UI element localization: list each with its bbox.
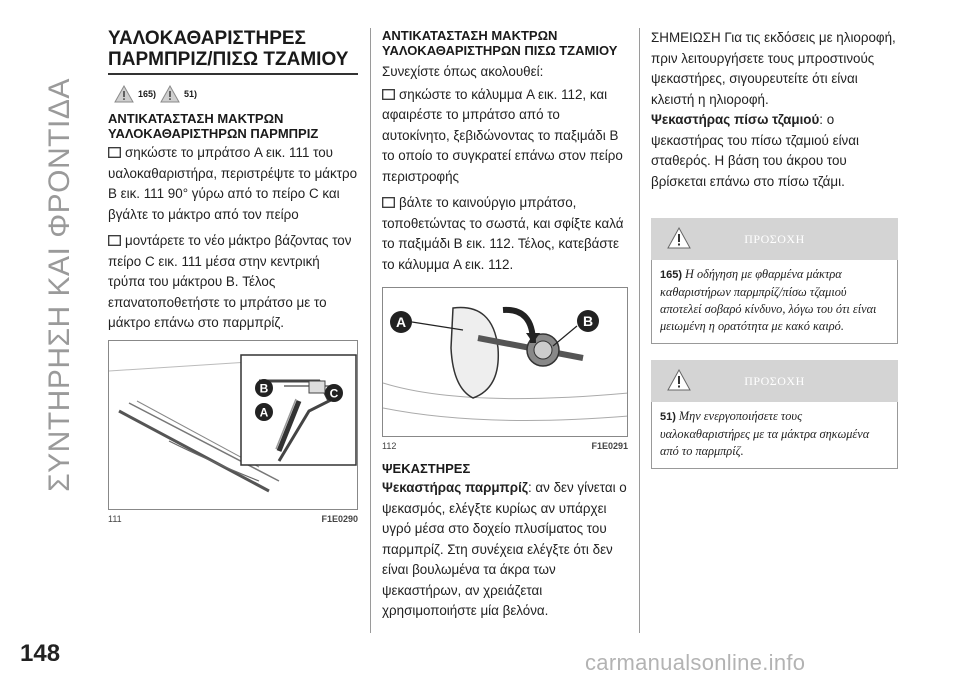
column-1	[108, 28, 358, 524]
title-rule	[108, 73, 358, 75]
figure-number: 112	[382, 441, 397, 451]
figure-code: F1E0290	[321, 513, 358, 524]
warning-references	[114, 81, 358, 107]
section-title: ΨΕΚΑΣΤΗΡΕΣ	[382, 461, 471, 476]
caution-title: ΠΡΟΣΟΧΗ	[744, 231, 805, 246]
figure-code: F1E0291	[591, 441, 628, 451]
subsection-title: ΑΝΤΙΚΑΤΑΣΤΑΣΗ ΜΑΚΤΡΩΝ ΥΑΛΟΚΑΘΑΡΙΣΤΗΡΩΝ ΠΑΡΜΠΡΙΖ	[108, 111, 319, 141]
checkbox-bullet-icon	[108, 235, 121, 246]
figure-111-wiper-blade	[108, 340, 358, 510]
note-paragraph: ΣΗΜΕΙΩΣΗ Για τις εκδόσεις με ηλιοροφή, πριν λειτουργήσετε τους μπροστινούς ψεκαστήρες, σιγουρευτείτε ότι είναι κλειστή η ηλιοροφή.	[651, 30, 896, 107]
section-side-tab: ΣΥΝΤΗΡΗΣΗ ΚΑΙ ΦΡΟΝΤΙΔΑ	[43, 78, 76, 492]
sprayer-paragraph: Ψεκαστήρας παρμπρίζ: αν δεν γίνεται ο ψεκασμός, ελέγξτε κυρίως αν υπάρχει υγρό μέσα στο δοχείο πλυσίματος του παρμπρίζ. Στη συνέχεια ελέγξτε ότι δεν είναι βουλωμένα τα άκρα των ψεκαστήρων, αν χρειάζεται χρησιμοποιήστε μία βελόνα.	[382, 480, 627, 618]
subsection-title: ΑΝΤΙΚΑΤΑΣΤΑΣΗ ΜΑΚΤΡΩΝ ΥΑΛΟΚΑΘΑΡΙΣΤΗΡΩΝ ΠΙΣΩ ΤΖΑΜΙΟΥ	[382, 28, 618, 58]
checkbox-bullet-icon	[108, 147, 121, 158]
rear-sprayer-paragraph: Ψεκαστήρας πίσω τζαμιού: ο ψεκαστήρας του πίσω τζαμιού είναι σταθερός. Η βάση του άκρου του βρίσκεται επάνω στο πίσω τζάμι.	[651, 112, 859, 189]
svg-text:B: B	[259, 381, 269, 395]
bullet-item: μοντάρετε το νέο μάκτρο βάζοντας τον πείρο C εικ. 111 μέσα στην κεντρική τρύπα του μάκτρου B. Τέλος επανατοποθετήστε το μπράτσο με το μάκτρο επάνω στο παρμπρίζ.	[108, 233, 352, 330]
figure-caption	[108, 514, 358, 524]
figure-number: 111	[108, 513, 122, 524]
page-title: ΥΑΛΟΚΑΘΑΡΙΣΤΗΡΕΣ ΠΑΡΜΠΡΙΖ/ΠΙΣΩ ΤΖΑΜΙΟΥ	[108, 28, 349, 70]
svg-text:B: B	[582, 313, 594, 329]
intro-text: Συνεχίστε όπως ακολουθεί:	[382, 64, 544, 79]
caution-header	[651, 218, 898, 260]
bullet-item: σηκώστε το μπράτσο A εικ. 111 του υαλοκαθαριστήρα, περιστρέψτε το μάκτρο B εικ. 111 90° γύρω από το πείρο C και βγάλτε το μάκτρο από τον πείρο	[108, 145, 358, 222]
warning-triangle-icon	[667, 368, 691, 392]
caution-box-51: 51) Μην ενεργοποιήσετε τους υαλοκαθαριστήρες με τα μάκτρα σηκωμένα από το παρμπρίζ.	[651, 402, 898, 469]
svg-text:A: A	[395, 314, 407, 330]
figure-112-rear-wiper	[382, 287, 628, 437]
caution-title: ΠΡΟΣΟΧΗ	[744, 373, 805, 388]
warning-ref-51[interactable]: 51)	[184, 89, 198, 99]
svg-text:A: A	[259, 405, 269, 419]
caution-box-165: 165) Η οδήγηση με φθαρμένα μάκτρα καθαριστήρων παρμπρίζ/πίσω τζαμιού αποτελεί σοβαρό κίνδυνο, λόγω του ότι είναι μειωμένη η ορατότητα με κακό καιρό.	[651, 260, 898, 344]
column-divider	[639, 28, 640, 633]
warning-triangle-icon	[667, 226, 691, 250]
checkbox-bullet-icon	[382, 89, 395, 100]
column-2	[382, 28, 628, 622]
caution-header	[651, 360, 898, 402]
checkbox-bullet-icon	[382, 197, 395, 208]
warning-ref-165[interactable]: 165)	[138, 89, 157, 99]
svg-text:C: C	[329, 386, 339, 400]
wiper-blade-illustration	[109, 341, 358, 510]
bullet-item: βάλτε το καινούργιο μπράτσο, τοποθετώντας το σωστά, και σφίξτε καλά το παξιμάδι B εικ. 112. Τέλος, κατεβάστε το κάλυμμα A εικ. 112.	[382, 195, 624, 272]
bullet-item: σηκώστε το κάλυμμα A εικ. 112, και αφαιρέστε το μπράτσο από το αυτοκίνητο, ξεβιδώνοντας το παξιμάδι B το οποίο το συγκρατεί επάνω στον πείρο περιστροφής	[382, 86, 623, 184]
rear-wiper-illustration	[383, 288, 628, 437]
warning-triangle-icon	[160, 85, 180, 103]
column-3	[651, 28, 898, 469]
page-number: 148	[20, 640, 61, 667]
column-divider	[370, 28, 371, 633]
watermark: carmanualsonline.info	[585, 650, 806, 675]
figure-caption	[382, 441, 628, 451]
warning-triangle-icon	[114, 85, 134, 103]
